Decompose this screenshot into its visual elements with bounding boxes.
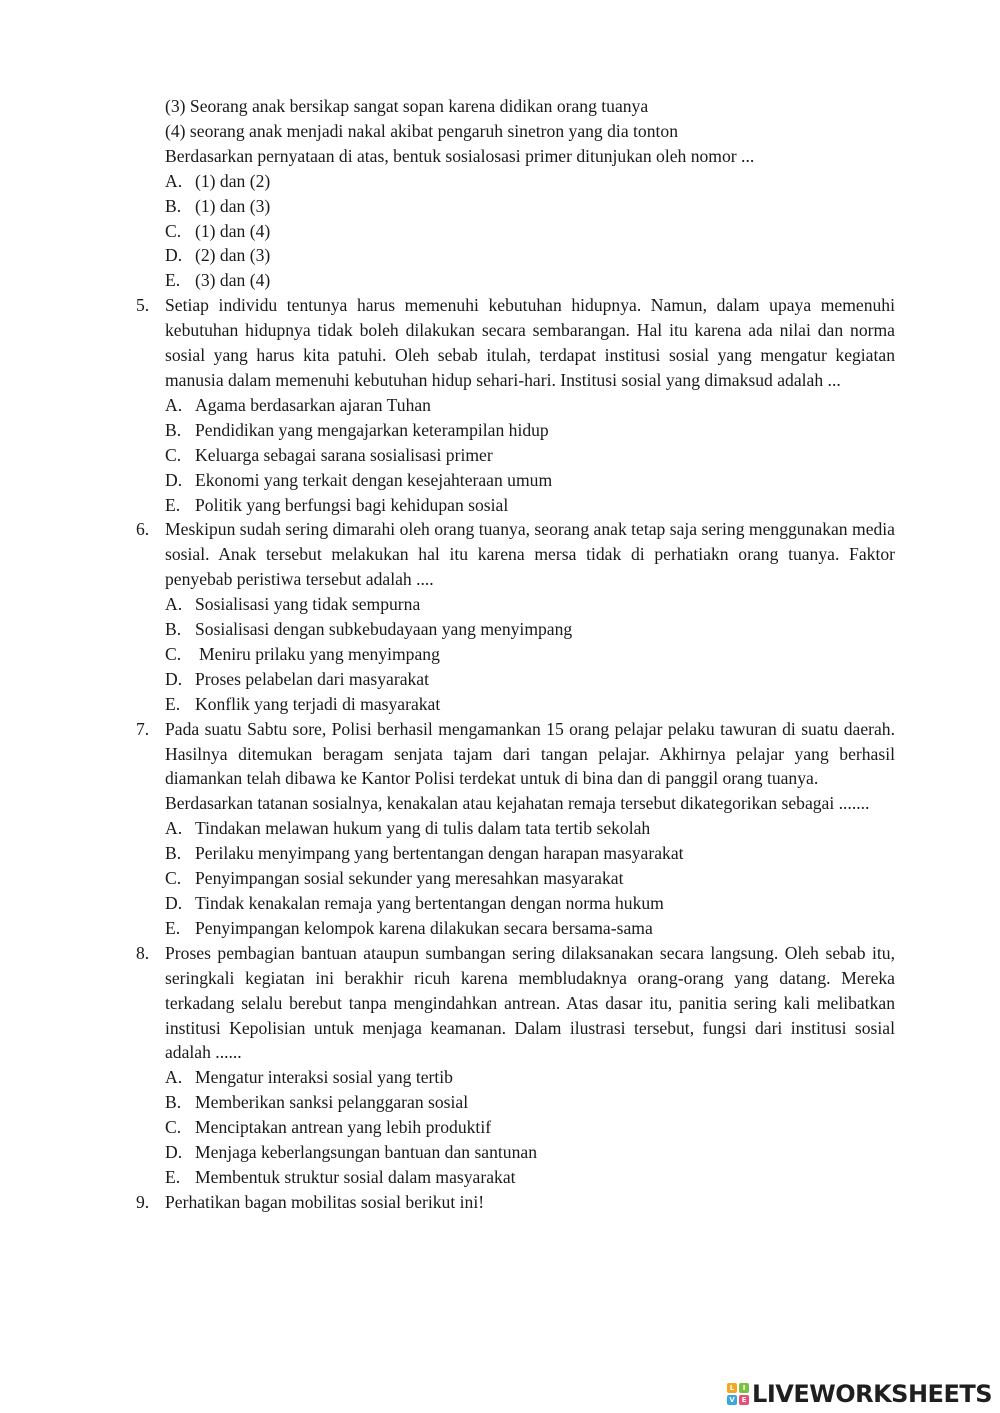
logo-tile-i: I (739, 1383, 749, 1393)
option-letter: D. (165, 893, 183, 913)
option-b[interactable] (165, 617, 895, 642)
option-text: Penyimpangan kelompok karena dilakukan secara bersama-sama (195, 917, 653, 938)
option-text: Pendidikan yang mengajarkan keterampilan hidup (195, 419, 549, 440)
question-5-options (136, 393, 895, 518)
option-letter: D. (165, 1142, 183, 1163)
question-8-options (136, 1065, 895, 1190)
option-text: Membentuk struktur sosial dalam masyarakat (195, 1166, 516, 1187)
question-text: Setiap individu tentunya harus memenuhi kebutuhan hidupnya. Namun, dalam upaya memenuhi kebutuhan hidupnya tidak boleh dilakukan secara sembarangan. Hal itu karena ada nilai dan norma sosial yang harus kita patuhi. Oleh sebab itulah, terdapat institusi sosial yang mengatur kegiatan manusia dalam memenuhi kebutuhan hidup sehari-hari. Institusi sosial yang dimaksud adalah ... (165, 295, 895, 390)
question-7 (136, 717, 895, 817)
logo-tile-l: L (727, 1383, 737, 1393)
option-a[interactable] (165, 592, 895, 617)
question-number: 9. (136, 1191, 150, 1212)
option-c[interactable] (165, 219, 895, 244)
option-text: Tindak kenakalan remaja yang bertentangan dengan norma hukum (195, 893, 664, 913)
option-letter: A. (165, 170, 183, 191)
option-letter: B. (165, 1092, 182, 1113)
option-c[interactable] (165, 1115, 895, 1140)
statement-4: (4) seorang anak menjadi nakal akibat pengaruh sinetron yang dia tonton (165, 120, 678, 141)
option-letter: A. (165, 1067, 183, 1088)
option-text: Keluarga sebagai sarana sosialisasi primer (195, 444, 493, 465)
option-a[interactable] (165, 1065, 895, 1090)
option-text: Konflik yang terjadi di masyarakat (195, 693, 441, 714)
logo-tile-v: V (727, 1395, 737, 1405)
option-letter: C. (165, 868, 182, 889)
option-letter: B. (165, 419, 182, 440)
option-letter: A. (165, 394, 183, 415)
option-text: Tindakan melawan hukum yang di tulis dalam tata tertib sekolah (195, 818, 651, 839)
option-letter: E. (165, 494, 181, 515)
option-a[interactable] (165, 169, 895, 194)
option-c[interactable] (165, 443, 895, 468)
option-letter: C. (165, 643, 182, 664)
option-text: Perilaku menyimpang yang bertentangan dengan harapan masyarakat (195, 843, 684, 864)
option-letter: C. (165, 220, 182, 241)
option-letter: D. (165, 245, 183, 266)
question-7-options (136, 816, 895, 941)
option-d[interactable] (165, 1140, 895, 1165)
liveworksheets-logo-icon (727, 1383, 749, 1405)
question-number: 7. (136, 718, 150, 739)
option-text: Proses pelabelan dari masyarakat (195, 668, 430, 689)
option-b[interactable] (165, 841, 895, 866)
question-text: Pada suatu Sabtu sore, Polisi berhasil mengamankan 15 orang pelajar pelaku tawuran di suatu daerah. Hasilnya ditemukan beragam senjata tajam dari tangan pelajar. Akhirnya pelajar yang berhasil diamankan telah dibawa ke Kantor Polisi terdekat untuk di bina dan di panggil orang tuanya. (165, 718, 895, 789)
option-b[interactable] (165, 194, 895, 219)
option-letter: E. (165, 270, 181, 291)
question-text: Proses pembagian bantuan ataupun sumbangan sering dilaksanakan secara langsung. Oleh sebab itu, seringkali kegiatan ini berakhir ricuh karena membludaknya orang-orang yang datang. Mereka terkadang selalu berebut tanpa mengindahkan antrean. Atas dasar itu, panitia sering kali melibatkan institusi Kepolisian untuk menjaga keamanan. Dalam ilustrasi tersebut, fungsi dari institusi sosial adalah ...... (165, 942, 895, 1063)
question-9 (136, 1190, 895, 1215)
question-number: 6. (136, 519, 150, 540)
option-letter: E. (165, 917, 181, 938)
option-letter: D. (165, 668, 183, 689)
option-letter: B. (165, 619, 182, 640)
option-d[interactable] (165, 468, 895, 493)
option-d[interactable] (165, 891, 895, 916)
option-d[interactable] (165, 667, 895, 692)
option-letter: C. (165, 1117, 182, 1138)
question-4-prompt: Berdasarkan pernyataan di atas, bentuk sosialosasi primer ditunjukan oleh nomor ... (165, 145, 755, 166)
option-e[interactable] (165, 692, 895, 717)
option-text: (1) dan (2) (195, 170, 271, 191)
option-text: (3) dan (4) (195, 270, 271, 291)
option-text: Agama berdasarkan ajaran Tuhan (195, 394, 431, 415)
option-text: (2) dan (3) (195, 245, 271, 266)
option-c[interactable] (165, 642, 895, 667)
option-letter: B. (165, 843, 182, 864)
question-prompt: Berdasarkan tatanan sosialnya, kenakalan atau kejahatan remaja tersebut dikategorikan sebagai ....... (165, 793, 870, 814)
option-text: Meniru prilaku yang menyimpang (199, 643, 440, 664)
option-letter: D. (165, 469, 183, 490)
option-text: Mengatur interaksi sosial yang tertib (195, 1067, 453, 1088)
option-text: (1) dan (4) (195, 220, 271, 241)
worksheet-content (136, 94, 895, 1215)
option-a[interactable] (165, 816, 895, 841)
option-letter: C. (165, 444, 182, 465)
option-letter: E. (165, 693, 181, 714)
option-text: Sosialisasi dengan subkebudayaan yang menyimpang (195, 619, 573, 640)
option-a[interactable] (165, 393, 895, 418)
question-text: Meskipun sudah sering dimarahi oleh orang tuanya, seorang anak tetap saja sering menggunakan media sosial. Anak tersebut melakukan hal itu karena mersa tidak di perhatiakn orang tuanya. Faktor penyebab peristiwa tersebut adalah .... (165, 519, 895, 590)
question-8 (136, 941, 895, 1066)
option-e[interactable] (165, 916, 895, 941)
question-6-options (136, 592, 895, 717)
option-c[interactable] (165, 866, 895, 891)
question-text: Perhatikan bagan mobilitas sosial berikut ini! (165, 1191, 485, 1212)
option-text: Politik yang berfungsi bagi kehidupan sosial (195, 494, 509, 515)
option-text: Menciptakan antrean yang lebih produktif (195, 1117, 492, 1138)
option-text: Sosialisasi yang tidak sempurna (195, 594, 421, 615)
question-number: 8. (136, 942, 150, 963)
brand-text: LIVEWORKSHEETS (752, 1380, 992, 1408)
option-text: Ekonomi yang terkait dengan kesejahteraan umum (195, 469, 553, 490)
option-e[interactable] (165, 268, 895, 293)
question-5 (136, 293, 895, 393)
option-e[interactable] (165, 1165, 895, 1190)
option-letter: A. (165, 818, 183, 839)
statement-3: (3) Seorang anak bersikap sangat sopan karena didikan orang tuanya (165, 96, 649, 116)
option-letter: A. (165, 594, 183, 615)
option-b[interactable] (165, 418, 895, 443)
liveworksheets-brand (727, 1379, 992, 1409)
question-6 (136, 517, 895, 592)
option-text: Penyimpangan sosial sekunder yang meresahkan masyarakat (195, 868, 624, 889)
option-d[interactable] (165, 243, 895, 268)
question-number: 5. (136, 295, 150, 316)
option-letter: B. (165, 195, 182, 216)
question-4-options (136, 169, 895, 294)
option-text: Menjaga keberlangsungan bantuan dan santunan (195, 1142, 537, 1163)
logo-tile-e: E (739, 1395, 749, 1405)
option-text: Memberikan sanksi pelanggaran sosial (195, 1092, 469, 1113)
option-b[interactable] (165, 1090, 895, 1115)
option-e[interactable] (165, 493, 895, 518)
option-letter: E. (165, 1166, 181, 1187)
option-text: (1) dan (3) (195, 195, 271, 216)
